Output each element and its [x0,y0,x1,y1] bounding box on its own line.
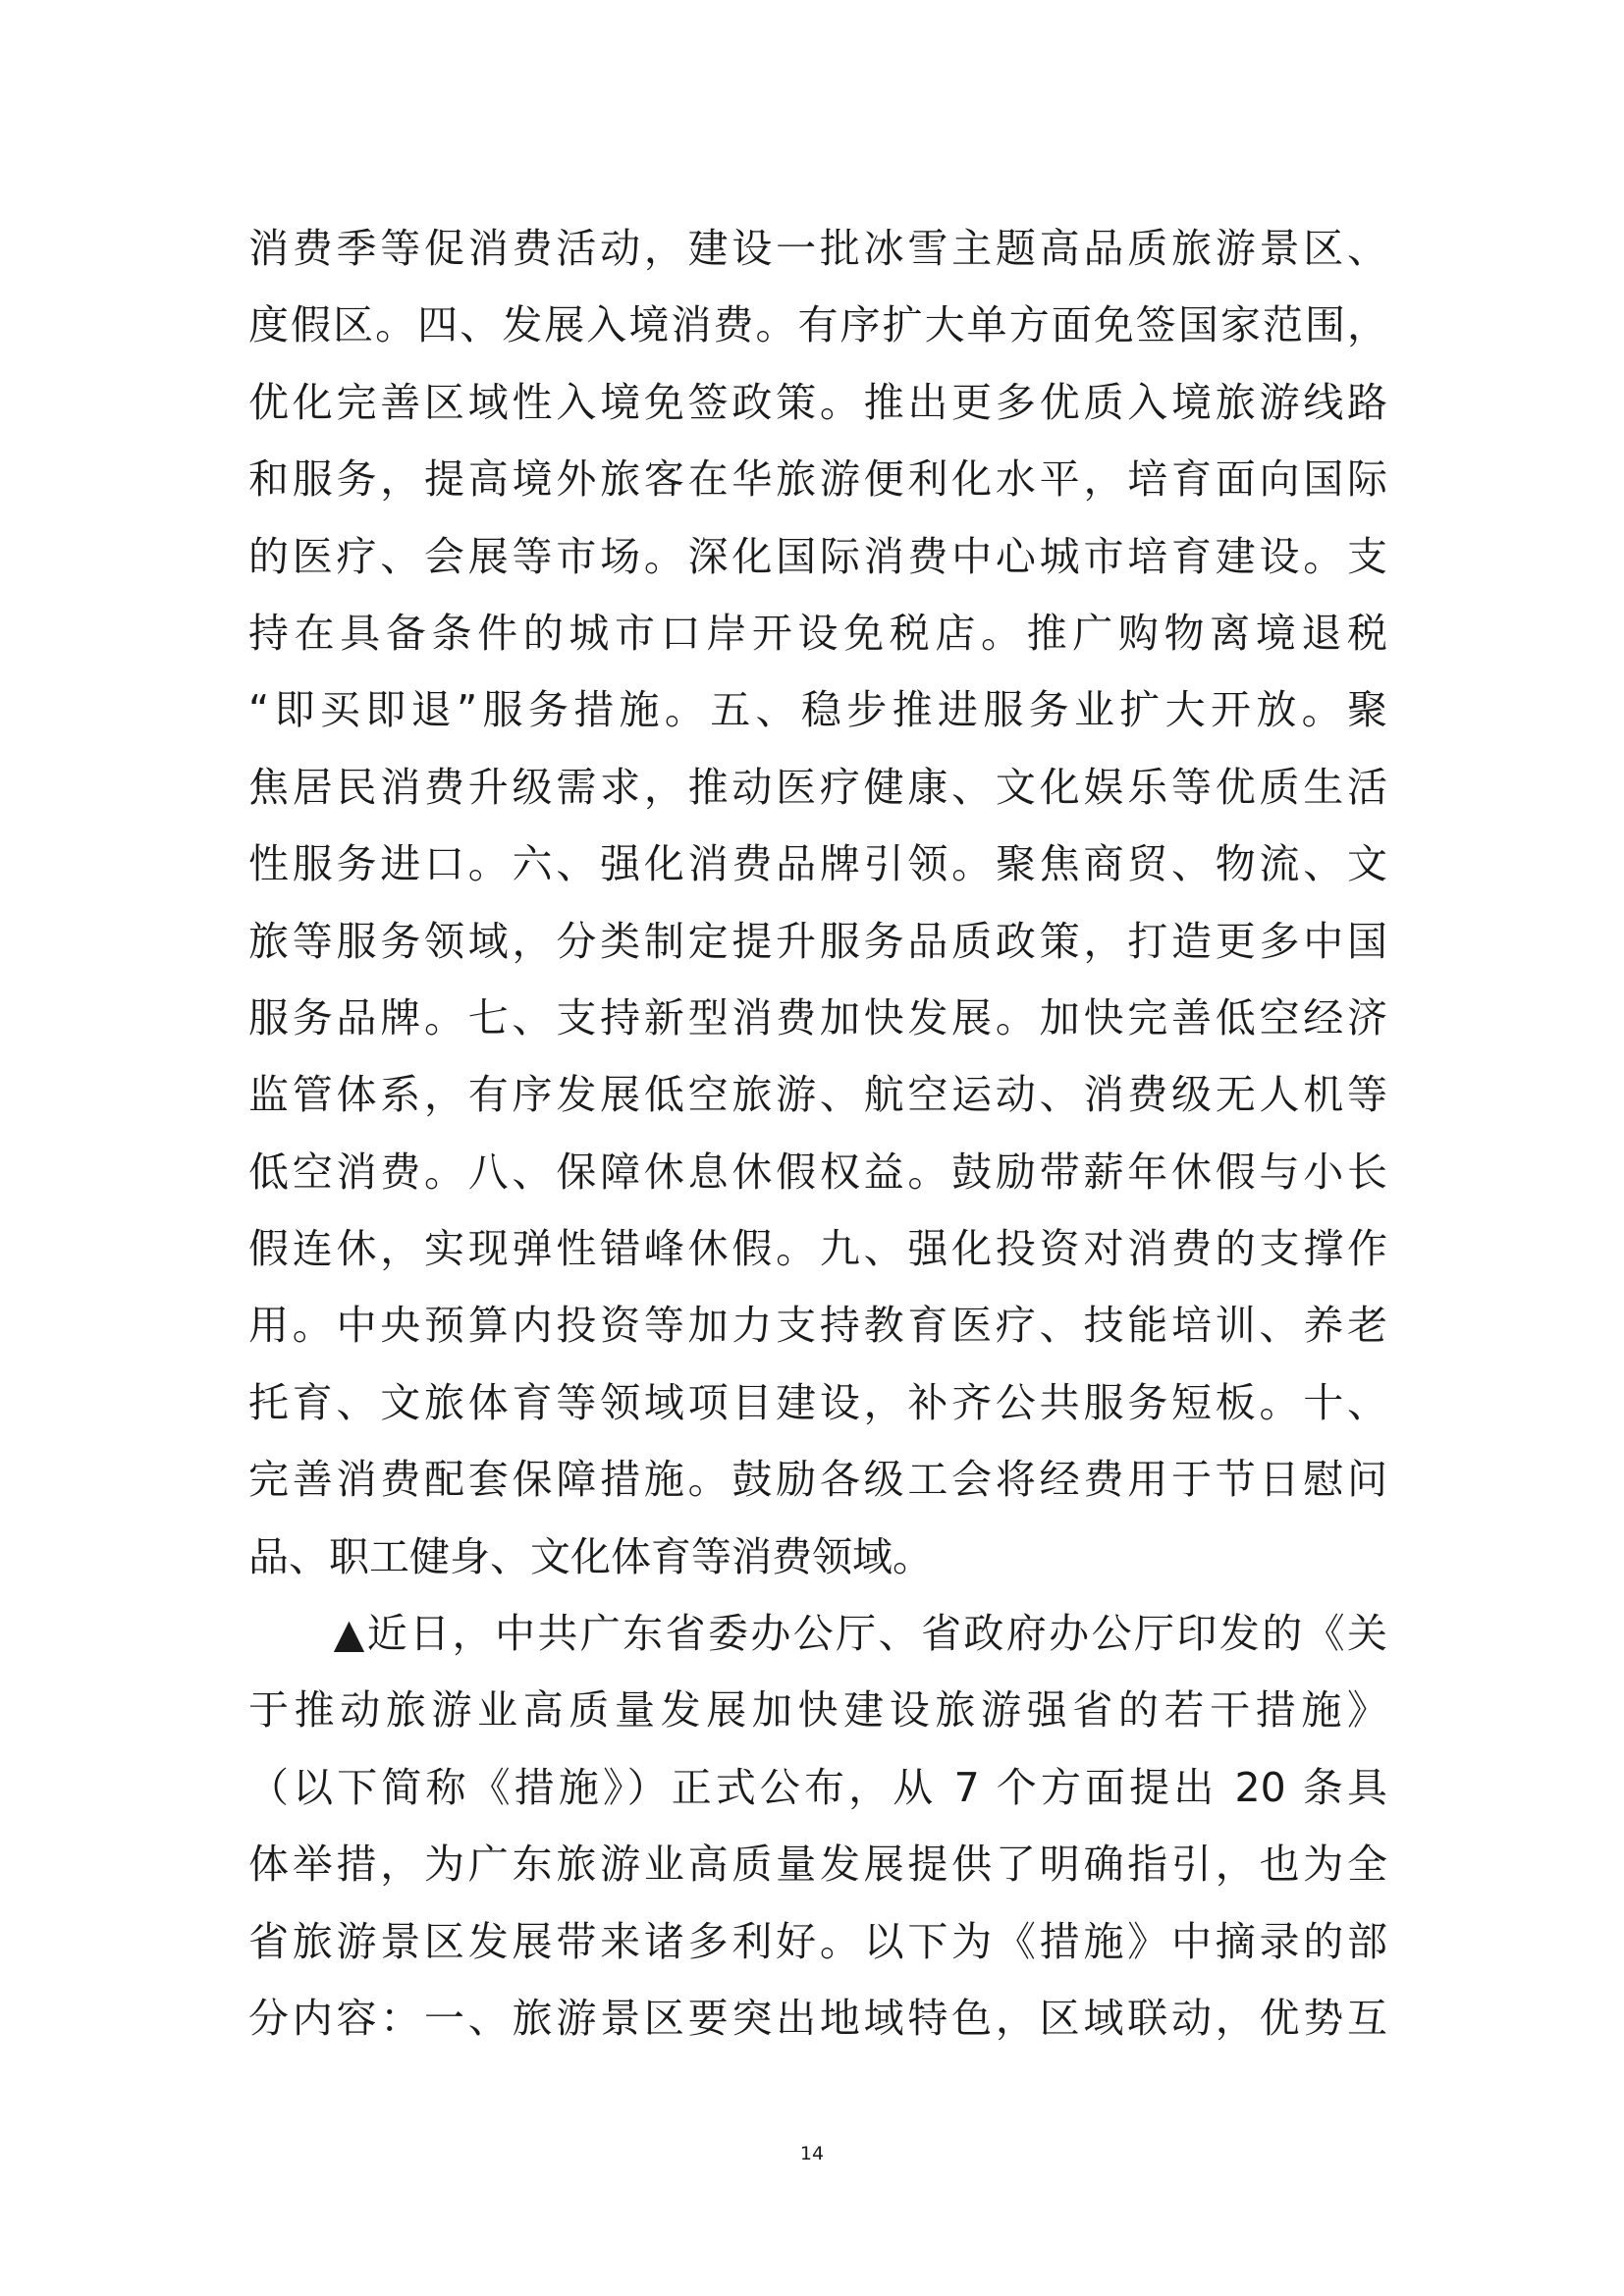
text-line: 优化完善区域性入境免签政策。推出更多优质入境旅游线路 [248,378,1387,426]
text-line: 于推动旅游业高质量发展加快建设旅游强省的若干措施》 [248,1686,1387,1735]
text-line: 消费季等促消费活动，建设一批冰雪主题高品质旅游景区、 [248,225,1387,272]
text-line: 服务品牌。七、支持新型消费加快发展。加快完善低空经济 [248,993,1387,1041]
text-line: “即买即退”服务措施。五、稳步推进服务业扩大开放。聚 [248,686,1387,734]
page-number: 14 [799,2143,825,2164]
text-line: 监管体系，有序发展低空旅游、航空运动、消费级无人机等 [248,1071,1387,1119]
text-line: 用。中央预算内投资等加力支持教育医疗、技能培训、养老 [248,1302,1387,1350]
text-line: 焦居民消费升级需求，推动医疗健康、文化娱乐等优质生活 [248,763,1387,811]
text-line: 和服务，提高境外旅客在华旅游便利化水平，培育面向国际 [248,455,1387,504]
text-line: 的医疗、会展等市场。深化国际消费中心城市培育建设。支 [248,532,1387,580]
text-line: 体举措，为广东旅游业高质量发展提供了明确指引，也为全 [248,1841,1387,1889]
text-line: 低空消费。八、保障休息休假权益。鼓励带薪年休假与小长 [248,1148,1387,1196]
text-line: 分内容：一、旅游景区要突出地域特色，区域联动，优势互 [248,1994,1387,2042]
text-line: 完善消费配套保障措施。鼓励各级工会将经费用于节日慰问 [248,1456,1387,1504]
text-line: （以下简称《措施》）正式公布，从 7 个方面提出 20 条具 [248,1763,1387,1811]
text-line: 度假区。四、发展入境消费。有序扩大单方面免签国家范围， [248,301,1387,349]
text-line: 性服务进口。六、强化消费品牌引领。聚焦商贸、物流、文 [248,840,1387,888]
text-line: 旅等服务领域，分类制定提升服务品质政策，打造更多中国 [248,917,1387,965]
text-line: 托育、文旅体育等领域项目建设，补齐公共服务短板。十、 [248,1378,1387,1426]
paragraph-start-line: ▲近日，中共广东省委办公厅、省政府办公厅印发的《关 [248,1610,1387,1658]
text-line: 省旅游景区发展带来诸多利好。以下为《措施》中摘录的部 [248,1917,1387,1965]
text-line: 持在具备条件的城市口岸开设免税店。推广购物离境退税 [248,609,1387,657]
text-line: 假连休，实现弹性错峰休假。九、强化投资对消费的支撑作 [248,1225,1387,1273]
paragraph-end-line: 品、职工健身、文化体育等消费领域。 [248,1532,933,1580]
body-text [248,210,1387,2056]
